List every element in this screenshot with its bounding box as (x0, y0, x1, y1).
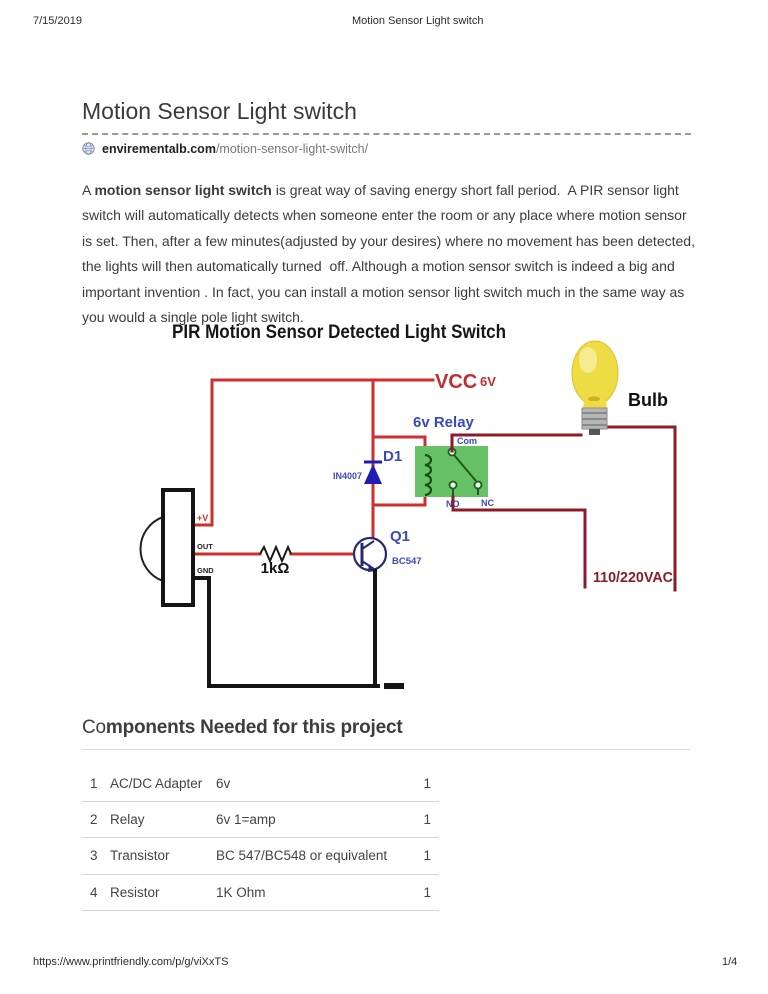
pir-sensor (140, 490, 214, 605)
components-heading-bold: mponents Needed for this project (105, 717, 403, 738)
table-row (82, 838, 439, 874)
source-domain: envirementalb.com (102, 141, 216, 156)
row-number: 2 (90, 812, 98, 828)
gnd-rail-wire (193, 578, 378, 686)
bulb-globe (572, 341, 618, 405)
bulb-graphic (572, 341, 618, 435)
ground-wires (193, 571, 401, 686)
diagram-title: PIR Motion Sensor Detected Light Switch (172, 322, 506, 343)
vcc-volts-label: 6V (480, 374, 496, 389)
intro-lead: A (82, 182, 95, 198)
component-qty: 1 (423, 812, 431, 828)
transistor-ref-label: Q1 (390, 528, 411, 545)
dashed-separator (82, 133, 691, 135)
mains-voltage-label: 110/220VAC (593, 570, 674, 586)
table-row (82, 875, 439, 911)
print-header-date: 7/15/2019 (33, 15, 82, 27)
component-spec: 6v 1=amp (216, 812, 276, 828)
print-footer-page-indicator: 1/4 (722, 956, 738, 968)
relay-no-contact (450, 482, 457, 489)
intro-bold-term: motion sensor light switch (94, 182, 272, 198)
components-rule (82, 749, 691, 750)
favicon-globe-icon (82, 142, 95, 155)
component-qty: 1 (423, 776, 431, 791)
transistor-part-label: BC547 (392, 556, 422, 567)
row-number: 1 (90, 776, 98, 791)
pir-gnd-label: GND (197, 566, 214, 575)
relay-com-label: Com (457, 436, 477, 446)
pir-body (163, 490, 193, 605)
intro-paragraph (82, 178, 699, 330)
bulb-to-mains-wire (607, 427, 675, 590)
bulb-base-tip (589, 429, 600, 435)
components-table (82, 766, 439, 911)
component-qty: 1 (423, 884, 431, 900)
source-path: /motion-sensor-light-switch/ (215, 141, 369, 156)
component-spec: 6v (216, 776, 231, 791)
intro-rest: is great way of saving energy short fall period. A PIR sensor light switch will automatically detects when someone enter the room or any place where motion sensor is set. Then, after a few minutes(adjusted by your desires) where no movement has been detected, the lights will then automatically turned off. Although a motion sensor switch is indeed a big and important invention . In fact, you can install a motion sensor light switch much in the same way as you would a single pole light switch. (82, 182, 699, 326)
bulb-neck (583, 401, 607, 408)
bulb-label: Bulb (628, 390, 668, 410)
relay-block (413, 414, 494, 509)
pir-vplus-label: +V (197, 513, 209, 523)
component-name: Relay (110, 812, 145, 828)
no-to-mains-wire (453, 497, 585, 587)
resistor-symbol (260, 547, 291, 561)
bulb-brand-mark (588, 397, 600, 402)
page-title: Motion Sensor Light switch (82, 98, 357, 124)
row-number: 3 (90, 848, 98, 864)
diode-part-label: IN4007 (332, 471, 362, 481)
components-heading-light: Co (82, 717, 106, 738)
component-name: Resistor (110, 884, 160, 900)
diode-ref-label: D1 (383, 448, 403, 465)
diode-d1 (333, 448, 402, 484)
component-spec: 1K Ohm (216, 884, 266, 900)
print-footer-url: https://www.printfriendly.com/p/g/viXxTS (33, 956, 229, 968)
diode-triangle (364, 464, 382, 484)
resistor-value-label: 1kΩ (260, 560, 290, 577)
component-spec: BC 547/BC548 or equivalent (216, 848, 388, 864)
pir-out-label: OUT (197, 542, 213, 551)
relay-nc-label: NC (481, 498, 494, 508)
component-name: Transistor (110, 848, 170, 864)
transistor-q1 (354, 528, 422, 572)
relay-no-label: NO (446, 499, 460, 509)
bulb-highlight (579, 347, 597, 373)
row-number: 4 (90, 884, 98, 900)
components-heading (82, 717, 402, 739)
relay-label: 6v Relay (413, 414, 474, 431)
component-name: AC/DC Adapter (110, 776, 203, 791)
vcc-label: VCC (435, 371, 478, 393)
table-row (82, 802, 439, 838)
source-url-line (82, 140, 368, 157)
pir-dome (140, 517, 163, 581)
table-row (82, 766, 439, 802)
circuit-diagram-image (110, 315, 710, 715)
print-header-title: Motion Sensor Light switch (352, 15, 484, 27)
component-qty: 1 (423, 848, 431, 864)
relay-nc-contact (475, 482, 482, 489)
